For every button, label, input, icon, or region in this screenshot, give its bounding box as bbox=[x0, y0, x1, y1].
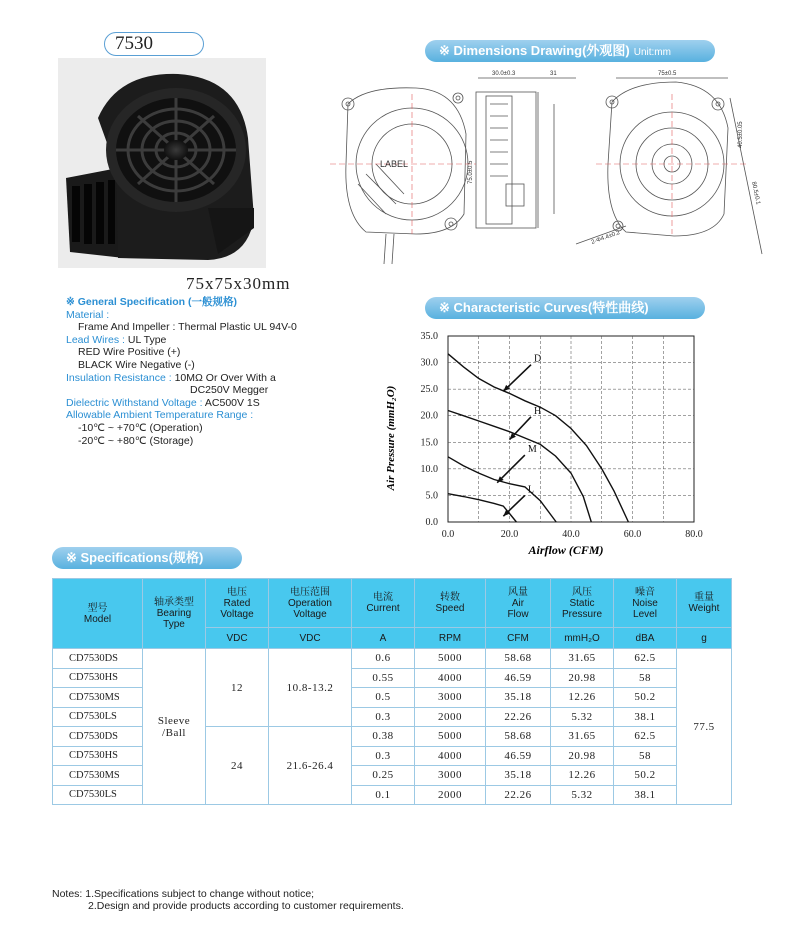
model-tag: 7530 bbox=[104, 32, 204, 56]
insulation-value-2: DC250V Megger bbox=[190, 384, 269, 397]
x-tick-label: 0.0 bbox=[441, 529, 455, 540]
header-airflow: 风量 Air Flow bbox=[486, 579, 551, 628]
x-tick-label: 20.0 bbox=[500, 529, 519, 540]
y-tick-label: 35.0 bbox=[420, 331, 438, 342]
specifications-title: ※ Specifications(规格) bbox=[66, 550, 204, 565]
notes bbox=[52, 888, 404, 912]
insulation-key: Insulation Resistance : bbox=[66, 371, 172, 384]
lead-wires-key: Lead Wires : bbox=[66, 333, 125, 346]
header-noise: 噪音 Noise Level bbox=[614, 579, 677, 628]
table-row: CD7530DS Sleeve /Ball 12 10.8-13.2 0.6 5000 58.68 31.65 62.5 77.5 bbox=[53, 649, 732, 669]
series-line-L bbox=[448, 494, 516, 522]
y-tick-label: 30.0 bbox=[420, 357, 438, 369]
dimensions-banner bbox=[425, 40, 715, 62]
general-spec-title: ※ General Specification (一般规格) bbox=[66, 296, 237, 308]
range-voltage-24: 21.6-26.4 bbox=[269, 727, 352, 805]
product-photo bbox=[58, 58, 266, 268]
material-key: Material : bbox=[66, 308, 110, 321]
note-1: Notes: 1.Specifications subject to change without notice; bbox=[52, 888, 315, 900]
series-line-D bbox=[448, 354, 628, 522]
range-voltage-12: 10.8-13.2 bbox=[269, 649, 352, 727]
material-value: Frame And Impeller : Thermal Plastic UL 94V-0 bbox=[78, 321, 297, 334]
header-model: 型号 Model bbox=[53, 579, 143, 649]
lead-wires-value: UL Type bbox=[127, 333, 167, 346]
series-label-D: D bbox=[534, 353, 542, 365]
header-bearing: 轴承类型 Bearing Type bbox=[143, 579, 206, 649]
dimensions-unit: Unit:mm bbox=[633, 47, 671, 58]
x-tick-label: 40.0 bbox=[562, 529, 580, 540]
general-specification bbox=[66, 296, 297, 447]
y-tick-label: 5.0 bbox=[425, 490, 438, 502]
dielectric-value: AC500V 1S bbox=[204, 396, 260, 409]
black-wire: BLACK Wire Negative (-) bbox=[78, 358, 195, 371]
unit-pressure: mmH₂O bbox=[551, 628, 614, 649]
unit-weight: g bbox=[677, 628, 732, 649]
characteristic-chart bbox=[380, 328, 720, 560]
curves-banner bbox=[425, 297, 705, 319]
y-tick-label: 25.0 bbox=[420, 384, 438, 396]
unit-rated: VDC bbox=[206, 628, 269, 649]
table-row: CD7530LS 0.1 2000 22.26 5.32 38.1 bbox=[53, 785, 732, 805]
x-axis-label: Airflow (CFM) bbox=[528, 543, 604, 557]
temperature-operation: -10℃ ~ +70℃ (Operation) bbox=[78, 421, 203, 434]
x-tick-label: 60.0 bbox=[623, 529, 642, 540]
dimensions-drawing bbox=[326, 64, 766, 294]
header-speed: 转数 Speed bbox=[415, 579, 486, 628]
header-weight: 重量 Weight bbox=[677, 579, 732, 628]
dim-31: 31 bbox=[550, 71, 557, 77]
table-row: CD7530DS 24 21.6-26.4 0.38 5000 58.68 31.65 62.5 bbox=[53, 727, 732, 747]
insulation-value: 10MΩ Or Over With a bbox=[174, 371, 276, 384]
unit-range: VDC bbox=[269, 628, 352, 649]
x-tick-label: 80.0 bbox=[685, 529, 703, 540]
table-row: CD7530LS 0.3 2000 22.26 5.32 38.1 bbox=[53, 707, 732, 727]
red-wire: RED Wire Positive (+) bbox=[78, 346, 181, 359]
unit-airflow: CFM bbox=[486, 628, 551, 649]
y-tick-label: 15.0 bbox=[420, 437, 438, 449]
dimensions-title: ※ Dimensions Drawing(外观图) bbox=[439, 43, 630, 58]
specifications-banner bbox=[52, 547, 242, 569]
y-tick-label: 20.0 bbox=[420, 410, 438, 422]
y-axis-label: Air Pressure (mmH₂O) bbox=[385, 385, 397, 491]
temperature-key: Allowable Ambient Temperature Range : bbox=[66, 409, 254, 422]
dim-height: 75.0±0.5 bbox=[468, 160, 474, 184]
series-label-L: L bbox=[527, 484, 534, 496]
bearing-value: Sleeve /Ball bbox=[143, 649, 206, 805]
series-label-M: M bbox=[527, 444, 537, 456]
weight-value: 77.5 bbox=[677, 649, 732, 805]
y-tick-label: 10.0 bbox=[420, 463, 438, 475]
unit-current: A bbox=[352, 628, 415, 649]
header-rated-voltage: 电压 Rated Voltage bbox=[206, 579, 269, 628]
series-line-M bbox=[448, 457, 556, 522]
size-label: 75x75x30mm bbox=[186, 274, 291, 293]
dim-hole-spacing: 40.5±0.05 bbox=[738, 121, 744, 148]
header-static-pressure: 风压 Static Pressure bbox=[551, 579, 614, 628]
dim-diagonal: 80.5±0.1 bbox=[750, 181, 761, 206]
specifications-table bbox=[52, 578, 732, 805]
table-row: CD7530MS 0.25 3000 35.18 12.26 50.2 bbox=[53, 766, 732, 786]
dim-hole: 2-Φ4.4±0.2 bbox=[590, 229, 621, 246]
note-2: 2.Design and provide products according to customer requirements. bbox=[88, 900, 404, 912]
blower-fan-image bbox=[58, 58, 266, 268]
rated-voltage-12: 12 bbox=[206, 649, 269, 727]
y-tick-label: 0.0 bbox=[425, 517, 438, 528]
table-row: CD7530HS 0.55 4000 46.59 20.98 58 bbox=[53, 668, 732, 688]
label-text: LABEL bbox=[380, 159, 409, 169]
unit-noise: dBA bbox=[614, 628, 677, 649]
header-operation-voltage: 电压范围 Operation Voltage bbox=[269, 579, 352, 628]
table-row: CD7530HS 0.3 4000 46.59 20.98 58 bbox=[53, 746, 732, 766]
table-row: CD7530MS 0.5 3000 35.18 12.26 50.2 bbox=[53, 688, 732, 708]
temperature-storage: -20℃ ~ +80℃ (Storage) bbox=[78, 434, 194, 447]
unit-speed: RPM bbox=[415, 628, 486, 649]
rated-voltage-24: 24 bbox=[206, 727, 269, 805]
dim-width: 75±0.5 bbox=[658, 71, 677, 77]
series-label-H: H bbox=[534, 405, 542, 417]
curves-title: ※ Characteristic Curves(特性曲线) bbox=[439, 300, 649, 315]
dielectric-key: Dielectric Withstand Voltage : bbox=[66, 396, 203, 409]
header-current: 电流 Current bbox=[352, 579, 415, 628]
dim-depth: 30.0±0.3 bbox=[492, 71, 516, 77]
